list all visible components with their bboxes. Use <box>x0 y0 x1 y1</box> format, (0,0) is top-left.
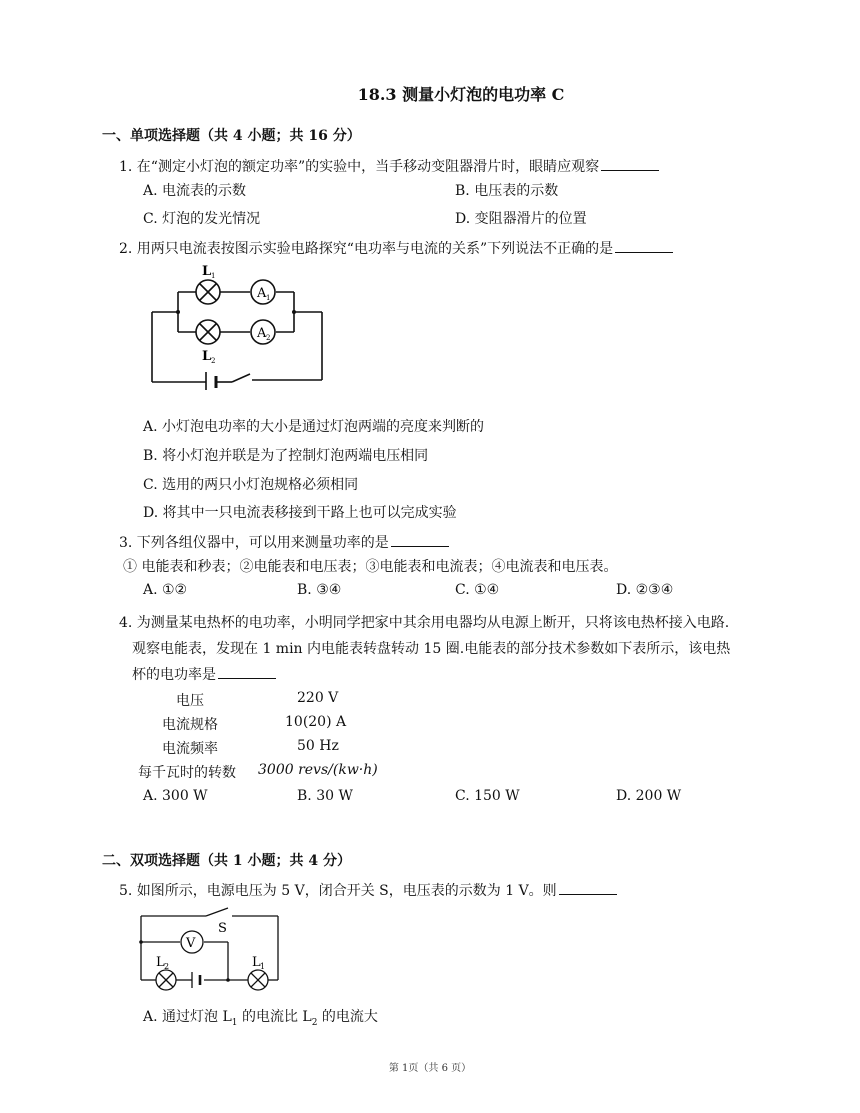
q4-option-d: D. 200 W <box>616 788 682 804</box>
q3-option-b: B. ③④ <box>297 582 342 598</box>
answer-blank <box>559 880 617 895</box>
lamp-l2-label: L <box>202 349 212 364</box>
section-heading-double-choice: 二、双项选择题（共 1 小题；共 4 分） <box>102 853 351 869</box>
ammeter-a1-label: A <box>257 286 267 301</box>
junction-dot <box>292 310 296 314</box>
lamp-l2-subscript: 2 <box>211 357 216 365</box>
ammeter-a1-icon <box>251 280 275 304</box>
junction-dot <box>226 978 230 982</box>
q3-option-c: C. ①④ <box>455 582 500 598</box>
q2-option-b: B. 将小灯泡并联是为了控制灯泡两端电压相同 <box>143 448 429 464</box>
q1-option-b: B. 电压表的示数 <box>455 183 559 199</box>
question-4-stem-line-2: 观察电能表，发现在 1 min 内电能表转盘转动 15 圈.电能表的部分技术参数如下表所示，该电热 <box>132 641 731 657</box>
q4-option-a: A. 300 W <box>143 788 208 804</box>
q1-option-d: D. 变阻器滑片的位置 <box>455 211 587 227</box>
answer-blank <box>391 532 449 547</box>
ammeter-a2-icon <box>251 320 275 344</box>
q2-circuit-diagram <box>136 262 336 390</box>
q1-option-c: C. 灯泡的发光情况 <box>143 211 261 227</box>
meter-table-value: 220 V <box>297 690 339 706</box>
meter-table-key: 电流频率 <box>162 741 218 757</box>
meter-table-key: 电流规格 <box>162 717 218 733</box>
question-3-stem: 3. 下列各组仪器中，可以用来测量功率的是 <box>119 532 449 552</box>
question-5-stem: 5. 如图所示，电源电压为 5 V，闭合开关 S，电压表的示数为 1 V。则 <box>119 880 617 900</box>
lamp-l2-icon <box>156 970 176 990</box>
section-heading-single-choice: 一、单项选择题（共 4 小题；共 16 分） <box>102 128 361 144</box>
q4-option-b: B. 30 W <box>297 788 353 804</box>
lamp-l1-subscript: 1 <box>211 272 216 280</box>
ammeter-a2-subscript: 2 <box>266 334 271 342</box>
q4-option-c: C. 150 W <box>455 788 520 804</box>
q1-option-a: A. 电流表的示数 <box>143 183 247 199</box>
lamp-l1-icon <box>248 970 268 990</box>
lamp-l2-label: L <box>156 955 165 970</box>
lamp-l1-icon <box>196 280 220 304</box>
lamp-l2-subscript: 2 <box>164 962 170 971</box>
q3-option-a: A. ①② <box>143 582 188 598</box>
lamp-l1-label: L <box>202 264 212 279</box>
switch-label: S <box>218 921 227 936</box>
page-title: 18.3 测量小灯泡的电功率 C <box>357 85 565 104</box>
question-4-stem-line-1: 4. 为测量某电热杯的电功率，小明同学把家中其余用电器均从电源上断开，只将该电热杯接入电路. <box>119 615 730 631</box>
q3-option-d: D. ②③④ <box>616 582 674 598</box>
junction-dot <box>139 940 143 944</box>
q2-option-c: C. 选用的两只小灯泡规格必须相同 <box>143 477 359 493</box>
meter-table-key: 每千瓦时的转数 <box>138 765 236 781</box>
answer-blank <box>218 664 276 679</box>
ammeter-a1-subscript: 1 <box>266 294 271 302</box>
meter-table-key: 电压 <box>176 693 204 709</box>
q5-circuit-diagram <box>136 904 286 996</box>
answer-blank <box>601 156 659 171</box>
meter-table-value: 50 Hz <box>297 738 339 754</box>
q5-option-a: A. 通过灯泡 $L_1$ 的电流比 $L_2$ 的电流大 <box>143 1009 378 1028</box>
lamp-l1-subscript: 1 <box>260 962 266 971</box>
meter-table-value: 3000 revs/(kw·h) <box>258 762 378 778</box>
page-footer: 第 1页（共 6 页） <box>388 1063 472 1074</box>
q2-option-d: D. 将其中一只电流表移接到干路上也可以完成实验 <box>143 505 457 521</box>
meter-table-value: 10(20) A <box>285 714 347 730</box>
lamp-l1-label: L <box>252 955 261 970</box>
lamp-l2-icon <box>196 320 220 344</box>
ammeter-a2-label: A <box>257 326 267 341</box>
q2-option-a: A. 小灯泡电功率的大小是通过灯泡两端的亮度来判断的 <box>143 419 485 435</box>
voltmeter-label: V <box>186 936 196 951</box>
junction-dot <box>176 310 180 314</box>
answer-blank <box>615 238 673 253</box>
question-1-stem: 1. 在“测定小灯泡的额定功率”的实验中，当手移动变阻器滑片时，眼睛应观察 <box>119 156 659 176</box>
question-2-stem: 2. 用两只电流表按图示实验电路探究“电功率与电流的关系”下列说法不正确的是 <box>119 238 673 258</box>
question-4-stem-line-3: 杯的电功率是 <box>132 664 276 684</box>
voltmeter-icon <box>181 931 203 953</box>
q3-instrument-list: ① 电能表和秒表；②电能表和电压表；③电能表和电流表；④电流表和电压表。 <box>123 559 618 575</box>
